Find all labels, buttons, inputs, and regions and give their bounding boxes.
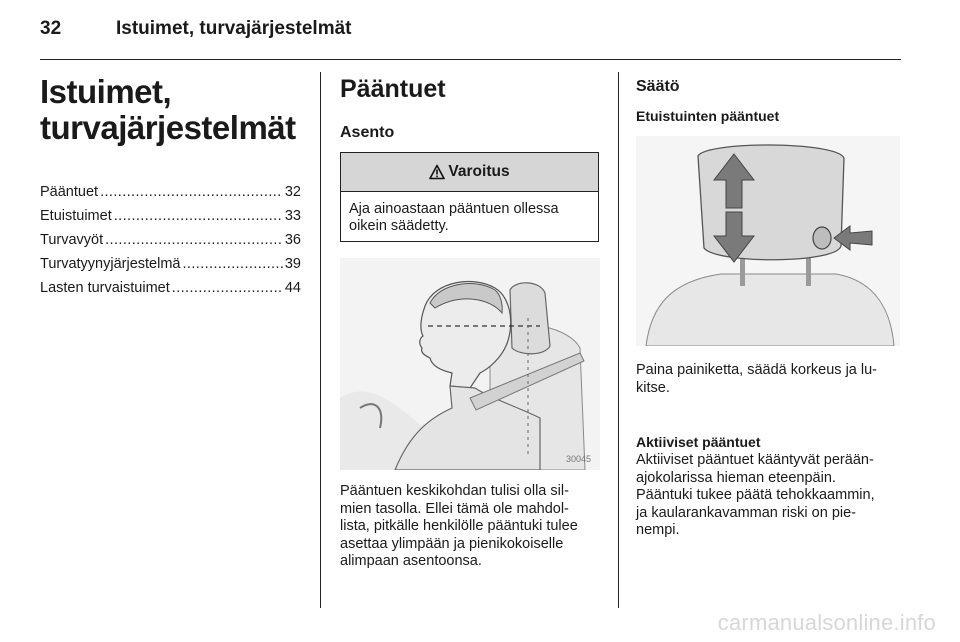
warning-title: Varoitus xyxy=(448,163,510,180)
column-divider-right xyxy=(618,72,619,608)
page-header xyxy=(40,18,920,50)
header-rule xyxy=(40,59,901,60)
watermark: carmanualsonline.info xyxy=(717,610,936,635)
toc-page: 36 xyxy=(284,232,301,248)
toc-leader xyxy=(114,204,283,228)
headrest-position-illustration xyxy=(340,258,600,470)
body-text-active-headrests xyxy=(636,452,911,540)
body-line: ja kaularankavamman riski on pie- xyxy=(636,504,857,521)
chapter-title-line: Istuimet, xyxy=(40,73,172,110)
running-title: Istuimet, turvajärjestelmät xyxy=(116,18,352,39)
chapter-title xyxy=(40,74,310,146)
body-line: Aktiiviset pääntuet kääntyvät perään- xyxy=(636,452,874,468)
body-line: Paina painiketta, säädä korkeus ja lu- xyxy=(636,362,878,378)
warning-box xyxy=(340,152,599,242)
toc-leader xyxy=(105,228,283,252)
toc-page: 33 xyxy=(284,208,301,224)
subsection-title-front-headrests: Etuistuinten pääntuet xyxy=(636,108,780,124)
body-text-adjustment xyxy=(636,362,911,397)
toc-leader xyxy=(182,252,282,276)
toc-leader xyxy=(172,276,283,300)
toc-label: Turvavyöt xyxy=(40,232,104,248)
figure-code: 30045 xyxy=(566,454,592,464)
subsection-title: Asento xyxy=(340,124,395,141)
body-line: ajokolarissa hieman eteenpäin. xyxy=(636,469,836,486)
toc-entry[interactable] xyxy=(40,276,301,300)
warning-line: Aja ainoastaan pääntuen ollessa xyxy=(349,201,559,217)
toc-page: 32 xyxy=(284,184,301,200)
toc-label: Lasten turvaistuimet xyxy=(40,280,170,296)
toc-entry[interactable] xyxy=(40,180,301,204)
toc-page: 44 xyxy=(284,280,301,296)
section-title: Pääntuet xyxy=(340,75,446,103)
body-line: asettaa ylimpään ja pienikokoiselle xyxy=(340,535,564,552)
page-number: 32 xyxy=(40,18,62,39)
toc-entry[interactable] xyxy=(40,252,301,276)
toc-entry[interactable] xyxy=(40,204,301,228)
warning-line: oikein säädetty. xyxy=(349,218,449,234)
body-line: Pääntuki tukee päätä tehokkaammin, xyxy=(636,487,875,503)
body-text-position xyxy=(340,483,610,571)
toc-label: Turvatyynyjärjestelmä xyxy=(40,256,181,272)
chapter-title-line: turvajärjestelmät xyxy=(40,109,296,146)
table-of-contents xyxy=(40,180,301,300)
column-divider-left xyxy=(320,72,321,608)
subsection-title-active-headrests: Aktiiviset pääntuet xyxy=(636,434,761,450)
warning-triangle-icon xyxy=(429,164,445,180)
body-line: mien tasolla. Ellei tämä ole mahdol- xyxy=(340,500,569,517)
headrest-adjustment-illustration xyxy=(636,136,900,346)
body-line: alimpaan asentoonsa. xyxy=(340,553,482,569)
toc-page: 39 xyxy=(284,256,301,272)
body-line: kitse. xyxy=(636,379,670,396)
warning-text xyxy=(341,192,598,235)
toc-label: Etuistuimet xyxy=(40,208,112,224)
body-line: lista, pitkälle henkilölle pääntuki tulee xyxy=(340,518,578,534)
toc-leader xyxy=(100,180,283,204)
section-title-adjustment: Säätö xyxy=(636,78,680,95)
body-line: nempi. xyxy=(636,522,680,538)
body-line: Pääntuen keskikohdan tulisi olla sil- xyxy=(340,483,569,499)
toc-entry[interactable] xyxy=(40,228,301,252)
toc-label: Pääntuet xyxy=(40,184,99,200)
warning-header xyxy=(341,153,598,192)
